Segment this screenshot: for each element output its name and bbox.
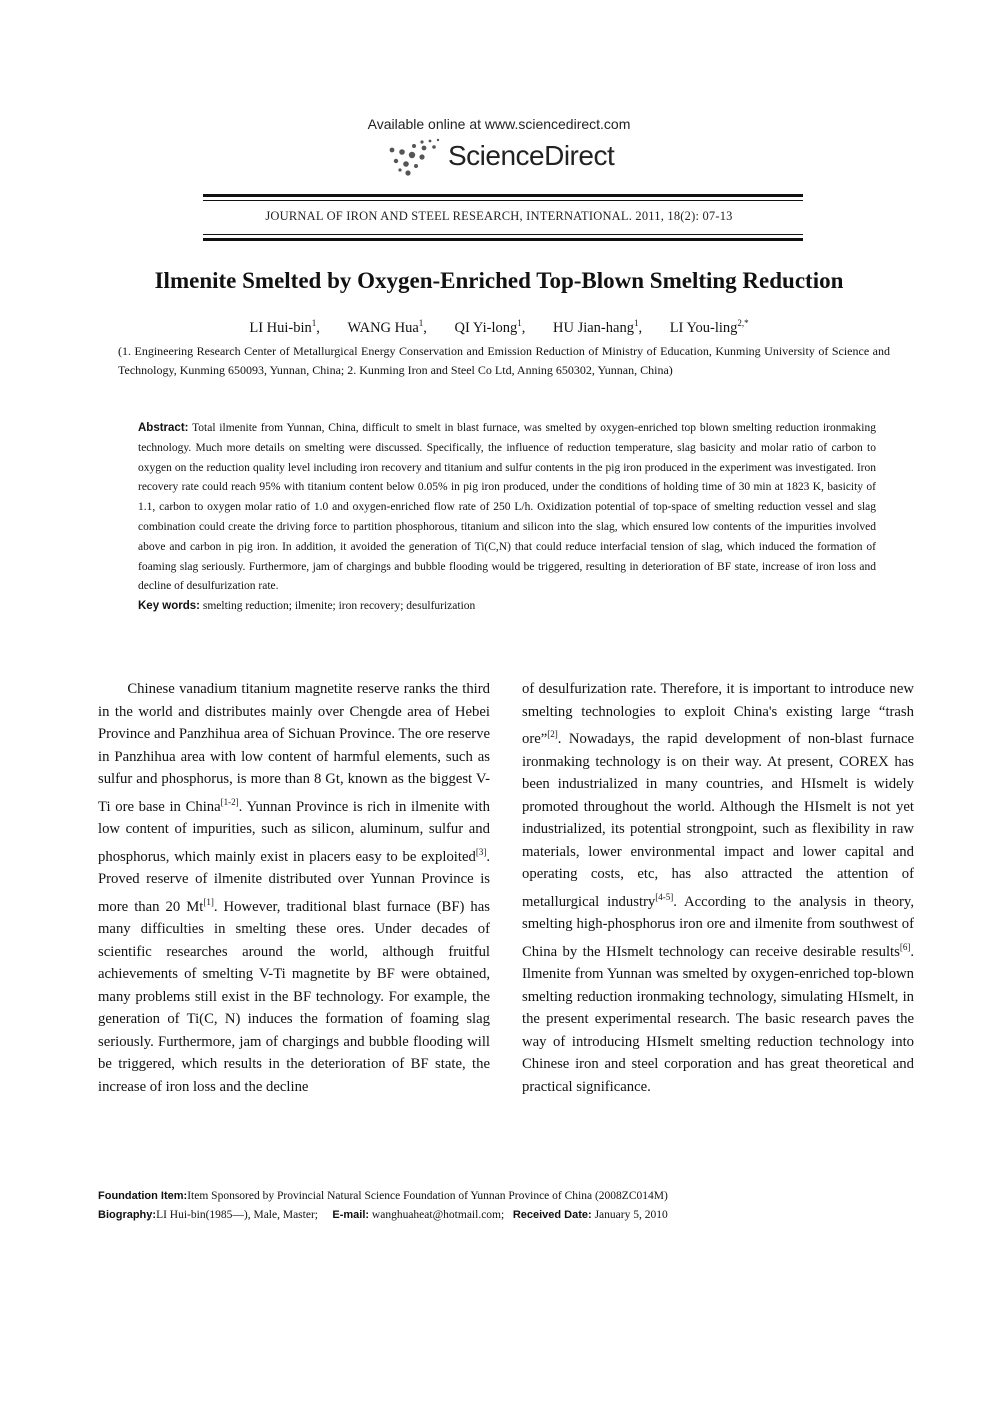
citation-ref: [3] [475, 846, 487, 857]
abstract-block [138, 419, 876, 617]
author: QI Yi-long$^1$, [454, 318, 526, 336]
author: WANG Hua$^1$, [347, 318, 427, 336]
citation-ref: [6] [899, 941, 911, 952]
citation-ref: [1] [203, 896, 214, 907]
header-rule-top-thick [203, 194, 803, 197]
author: LI Hui-bin$^1$, [249, 318, 320, 336]
sciencedirect-wordmark: ScienceDirect [448, 140, 615, 171]
affiliations: (1. Engineering Research Center of Metallurgical Energy Conservation and Emission Reduction of Ministry of Education, Kunming University of Science and Technology, Kunming 650093, Yunnan, China; 2. Kunming Iron and Steel Co Ltd, Anning 650302, Yunnan, China) [118, 344, 890, 377]
citation-ref: [1-2] [220, 796, 239, 807]
footnotes [98, 1187, 898, 1225]
keywords-label: Key words: [138, 600, 200, 613]
header-rule-top-thin [203, 200, 803, 201]
sciencedirect-logo [386, 136, 626, 180]
available-online-note: Available online at www.sciencedirect.com [367, 116, 631, 132]
author: HU Jian-hang$^1$, [553, 318, 643, 336]
body-paragraph: of desulfurization rate. Therefore, it is important to introduce new smelting technologies to exploit China's existing large “trash ore”[2]. Nowadays, the rapid development of non-blast furnace ironmaking technology is on their way. At present, COREX has been industrialized in many countries, and HIsmelt is widely promoted throughout the world. Although the HIsmelt is not yet industrialized, its potential strongpoint, such as flexibility in raw materials, lower environmental impact and lower capital and operating costs, etc, has also attracted the attention of metallurgical industry[4-5]. According to the analysis in theory, smelting high-phosphorus iron ore and ilmenite from southwest of China by the HIsmelt technology can receive desirable results[6]. Ilmenite from Yunnan was smelted by oxygen-enriched top-blown smelting reduction ironmaking technology, simulating HIsmelt, in the present experimental research. The basic research paves the way of introducing HIsmelt smelting reduction technology into Chinese iron and steel corporation and has great theoretical and practical significance. [522, 681, 914, 1095]
foundation-note: Foundation Item:Item Sponsored by Provincial Natural Science Foundation of Yunnan Province of China (2008ZC014M) [98, 1190, 668, 1202]
body-paragraph: Chinese vanadium titanium magnetite reserve ranks the third in the world and distributes mainly over Chengde area of Hebei Province and Panzhihua area of Sichuan Province. The ore reserve in Panzhihua area with low content of harmful elements, such as sulfur and phosphorus, is more than 8 Gt, known as the biggest V-Ti ore base in China[1-2]. Yunnan Province is rich in ilmenite with low content of impurities, such as silicon, aluminum, sulfur and phosphorus, which mainly exist in placers easy to be exploited[3]. Proved reserve of ilmenite distributed over Yunnan Province is more than 20 Mt[1]. However, traditional blast furnace (BF) has many difficulties in smelting these ores. Under decades of scientific researches around the world, although fruitful achievements of smelting V-Ti magnetite by BF were obtained, many problems still exist in the BF technology. For example, the generation of Ti(C, N) induces the formation of foaming slag seriously. Furthermore, jam of chargings and bubble flooding will be triggered, which results in the deterioration of BF state, the increase of iron loss and the decline [98, 681, 491, 1095]
abstract-label: Abstract: [138, 422, 189, 434]
header-rule-bottom-thick [203, 238, 803, 241]
header-rule-bottom-thin [203, 234, 803, 235]
body-column-right [522, 678, 914, 1099]
biography-note: Biography:LI Hui-bin(1985—), Male, Master; E-mail: wanghuaheat@hotmail.com; Received Date: January 5, 2010 [98, 1209, 668, 1221]
citation-ref: [4-5] [655, 891, 674, 902]
sciencedirect-dots-icon [386, 136, 446, 180]
keywords-text: smelting reduction; ilmenite; iron recovery; desulfurization [202, 600, 476, 613]
journal-citation-line: JOURNAL OF IRON AND STEEL RESEARCH, INTERNATIONAL. 2011, 18(2): 07-13 [265, 209, 733, 223]
author-list [0, 318, 998, 337]
abstract-text: Total ilmenite from Yunnan, China, difficult to smelt in blast furnace, was smelted by oxygen-enriched top blown smelting reduction ironmaking technology. Much more details on smelting were discussed. Specifically, the influence of reduction temperature, slag basicity and molar ratio of carbon to oxygen on the reduction quality level including iron recovery and titanium and sulfur contents in the pig iron produced in the experiment was investigated. Iron recovery rate could reach 95% with titanium content below 0.05% in pig iron produced, under the conditions of holding time of 30 min at 1823 K, basicity of 1.1, carbon to oxygen molar ratio of 1.0 and oxygen-enriched flow rate of 250 L/h. Oxidization potential of top-space of smelting reduction vessel and slag combination could create the driving force to partition phosphorous, titanium and silicon into the slag, which ensured low contents of the impurities involved above and carbon in pig iron. In addition, it avoided the generation of Ti(C,N) that could reduce interfacial tension of slag, which induced the formation of foaming slag seriously. Furthermore, jam of chargings and bubble flooding would be triggered, resulting in deterioration of BF state, increase of iron loss and decline of desulfurization rate. [138, 422, 876, 593]
article-title: Ilmenite Smelted by Oxygen-Enriched Top-Blown Smelting Reduction [154, 268, 844, 293]
author-email: wanghuaheat@hotmail.com; [371, 1209, 505, 1221]
author: LI You-ling$^{2,*}$ [669, 318, 749, 336]
citation-ref: [2] [547, 729, 558, 740]
body-column-left [98, 678, 490, 1099]
